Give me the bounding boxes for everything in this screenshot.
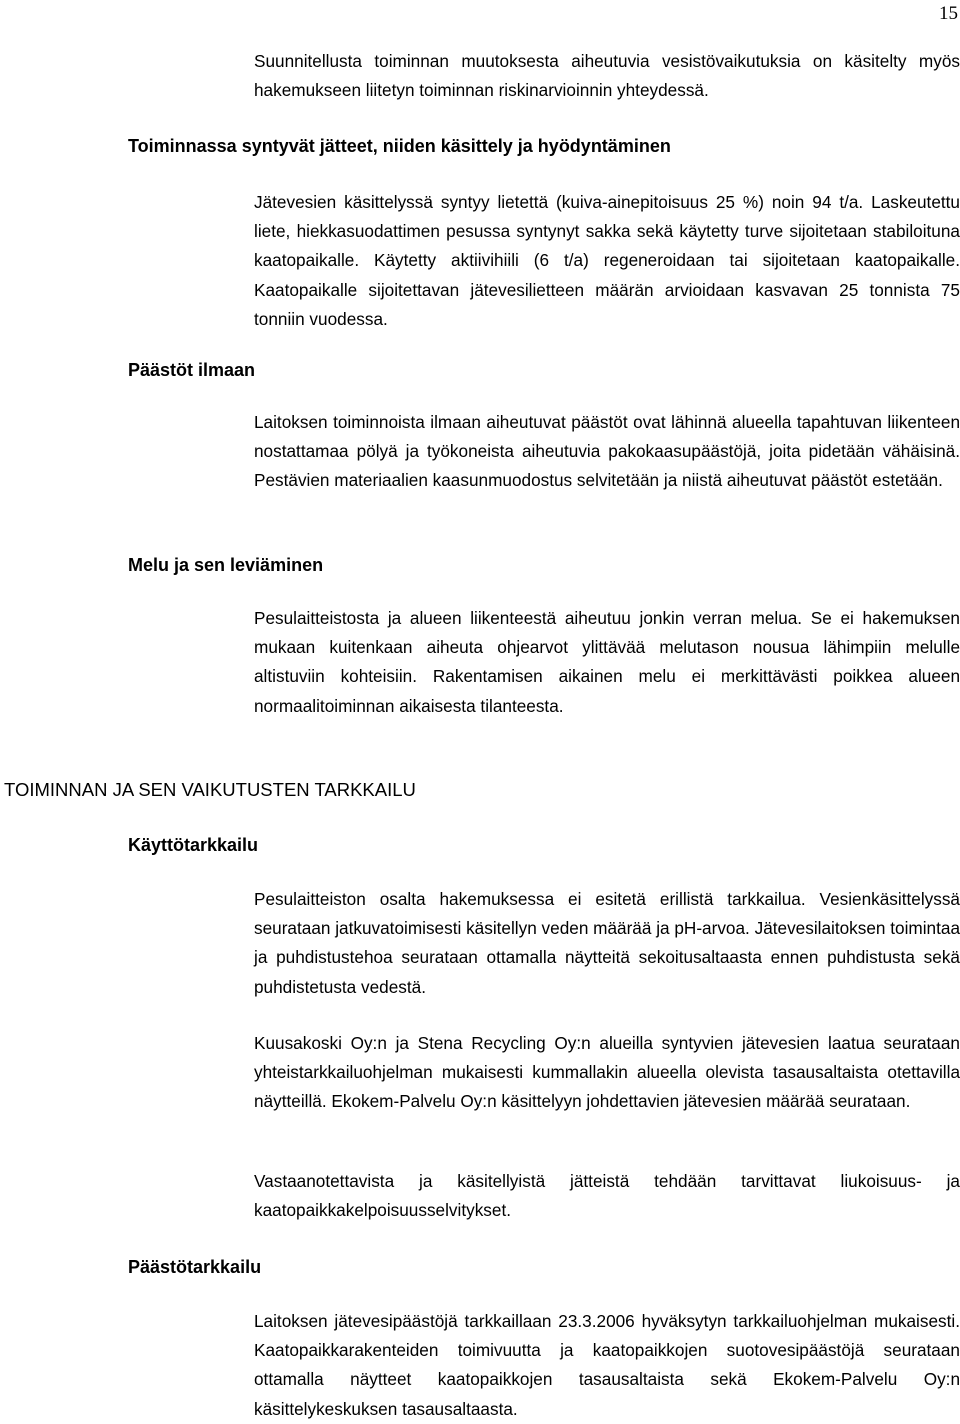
paragraph-noise: Pesulaitteistosta ja alueen liikenteestä aiheutuu jonkin verran melua. Se ei hakemuksen mukaan kuitenkaan aiheuta ohjearvot ylittävää melutason nousua lähimpiin melulle altistuviin kohteisiin. Rakentamisen aikainen melu ei merkittävästi poikkea alueen normaalitoiminnan aikaisesta tilanteesta.: [254, 608, 960, 716]
heading-noise: Melu ja sen leviäminen: [128, 555, 324, 575]
paragraph-joint-monitoring: Kuusakoski Oy:n ja Stena Recycling Oy:n alueilla syntyvien jätevesien laatua seurataan yhteistarkkailuohjelman mukaisesti kummallakin alueella olevista tasausaltaista otettavilla näytteillä. Ekokem-Palvelu Oy:n käsittelyyn johdettavien jätevesien määrää seurataan.: [254, 1033, 960, 1112]
paragraph-washing-monitoring: Pesulaitteiston osalta hakemuksessa ei esitetä erillistä tarkkailua. Vesienkäsittelyssä seurataan jatkuvatoimisesti käsitellyn veden määrää ja pH-arvoa. Jätevesilaitoksen toimintaa ja puhdistustehoa seurataan ottamalla näytteitä sekoitusaltaasta ennen puhdistusta sekä puhdistetusta vedestä.: [254, 889, 960, 997]
heading-emission-monitoring: Päästötarkkailu: [128, 1257, 262, 1277]
paragraph-water-impacts: Suunnitellusta toiminnan muutoksesta aiheutuvia vesistövaikutuksia on käsitelty myös hakemukseen liitetyn toiminnan riskinarvioinnin yhteydessä.: [254, 51, 960, 101]
paragraph-leaching-tests: Vastaanotettavista ja käsitellyistä jätteistä tehdään tarvittavat liukoisuus- ja kaatopaikkakelpoisuusselvitykset.: [254, 1171, 960, 1221]
paragraph-air-emissions: Laitoksen toiminnoista ilmaan aiheutuvat päästöt ovat lähinnä alueella tapahtuvan liikenteen nostattamaa pölyä ja työkoneista aiheutuvia pakokaasupäästöjä, joita pidetään vähäisinä. Pestävien materiaalien kaasunmuodostus selvitetään ja niistä aiheutuvat päästöt estetään.: [254, 412, 960, 491]
main-heading-monitoring: TOIMINNAN JA SEN VAIKUTUSTEN TARKKAILU: [4, 779, 416, 800]
heading-waste-handling: Toiminnassa syntyvät jätteet, niiden käsittely ja hyödyntäminen: [128, 136, 671, 156]
paragraph-waste-sludge: Jätevesien käsittelyssä syntyy lietettä (kuiva-ainepitoisuus 25 %) noin 94 t/a. Laskeutettu liete, hiekkasuodattimen pesussa syntynyt sakka sekä käytetty turve sijoitetaan stabiloituna kaatopaikalle. Käytetty aktiivihiili (6 t/a) regeneroidaan tai sijoitetaan kaatopaikalle. Kaatopaikalle sijoitettavan jätevesilietteen määrän arvioidaan kasvavan 25 tonnista 75 tonniin vuodessa.: [254, 192, 960, 329]
paragraph-emission-monitoring: Laitoksen jätevesipäästöjä tarkkaillaan 23.3.2006 hyväksytyn tarkkailuohjelman mukaisesti. Kaatopaikkarakenteiden toimivuutta ja kaatopaikkojen suotovesipäästöjä seurataan ottamalla näytteet kaatopaikkojen tasausaltaista sekä Ekokem-Palvelu Oy:n käsittelykeskuksen tasausaltaasta.: [254, 1311, 960, 1419]
page-number: 15: [939, 3, 958, 24]
heading-operational-monitoring: Käyttötarkkailu: [128, 835, 259, 855]
heading-air-emissions: Päästöt ilmaan: [128, 360, 256, 380]
